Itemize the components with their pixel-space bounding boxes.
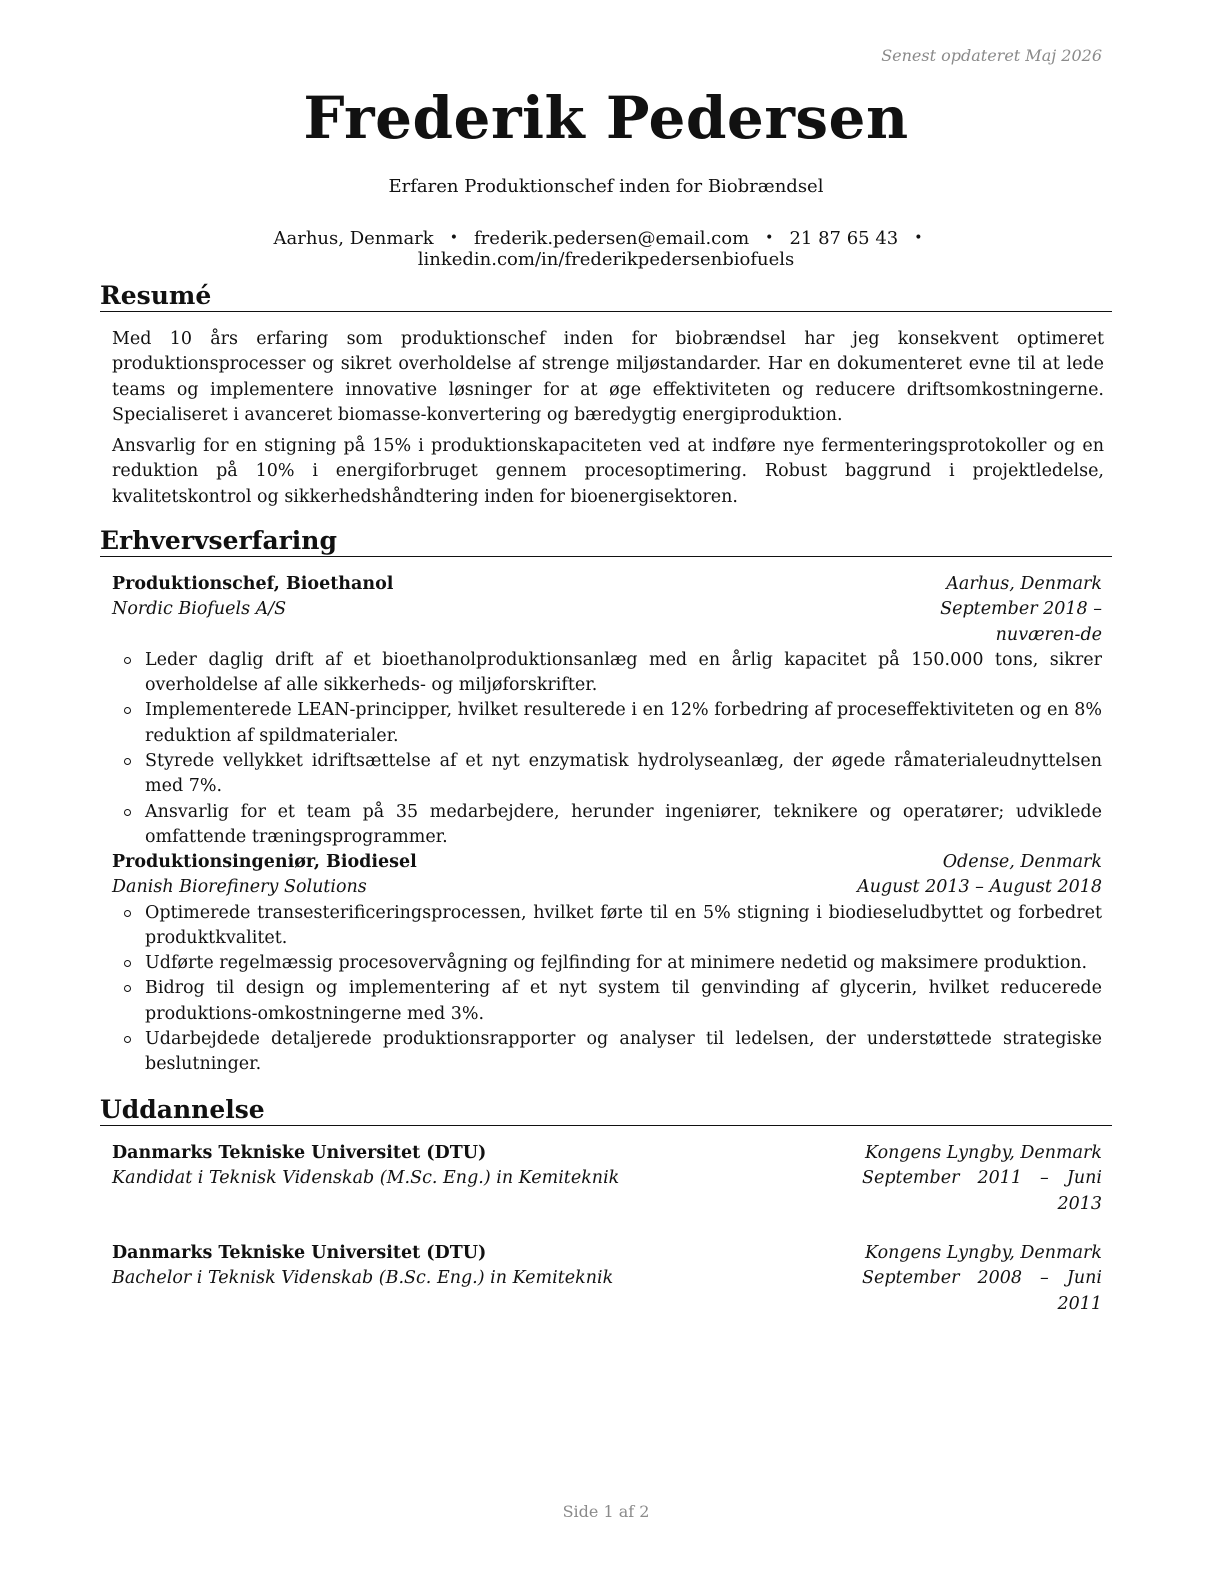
- circle-bullet-icon: [124, 657, 131, 664]
- candidate-name: Frederik Pedersen: [303, 84, 909, 152]
- school-name: Danmarks Tekniske Universitet (DTU): [112, 1243, 487, 1263]
- section-title-experience: Erhvervserfaring: [100, 525, 1112, 557]
- degree-name: Kandidat i Teknisk Videnskab (M.Sc. Eng.) in Kemiteknik: [112, 1168, 620, 1189]
- last-updated: Senest opdateret Maj 2026: [881, 46, 1102, 65]
- job-period: September 2018 – nuværen-de: [940, 599, 1102, 645]
- job-entry: [112, 572, 1102, 850]
- contact-location: Aarhus, Denmark: [273, 228, 434, 249]
- circle-bullet-icon: [124, 707, 131, 714]
- job-period: August 2013 – August 2018: [857, 877, 1102, 898]
- page-number: Side 1 af 2: [562, 1502, 650, 1521]
- list-item: Leder daglig drift af et bioethanolproduktionsanlæg med en årlig kapacitet på 150.000 tons, sikrer overholdelse af alle sikkerheds- og miljøforskrifter.: [112, 648, 1102, 699]
- job-entry: [112, 850, 1102, 1078]
- education-entry: [112, 1241, 1102, 1317]
- job-location: Aarhus, Denmark: [946, 574, 1102, 594]
- circle-bullet-icon: [124, 1036, 131, 1043]
- section-title-education: Uddannelse: [100, 1094, 1112, 1126]
- job-company: Danish Biorefinery Solutions: [112, 877, 367, 898]
- circle-bullet-icon: [124, 985, 131, 992]
- job-role: Produktionsingeniør, Biodiesel: [112, 852, 417, 872]
- list-item: Ansvarlig for et team på 35 medarbejdere, herunder ingeniører, teknikere og operatører; udviklede omfattende træningsprogrammer.: [112, 800, 1102, 851]
- job-bullets: [112, 901, 1102, 1078]
- job-bullets: [112, 648, 1102, 850]
- contact-email[interactable]: frederik.pedersen@email.com: [473, 228, 750, 249]
- school-location: Kongens Lyngby, Denmark: [864, 1143, 1102, 1163]
- bullet-separator: •: [914, 230, 923, 246]
- candidate-title: Erfaren Produktionschef inden for Biobrændsel: [388, 176, 824, 197]
- list-item: Implementerede LEAN-principper, hvilket resulterede i en 12% forbedring af proceseffektiviteten og en 8% reduktion af spildmaterialer.: [112, 698, 1102, 749]
- school-location: Kongens Lyngby, Denmark: [864, 1243, 1102, 1263]
- job-company: Nordic Biofuels A/S: [112, 599, 287, 620]
- education-period: September 2008 – Juni 2011: [862, 1268, 1102, 1314]
- summary-paragraph-2: Ansvarlig for en stigning på 15% i produktionskapaciteten ved at indføre nye fermenteringsprotokoller og en reduktion på 10% i energiforbruget gennem procesoptimering. Robust baggrund i projektledelse, kvalitetskontrol og sikkerhedshåndtering inden for bioenergisektoren.: [112, 436, 1104, 507]
- degree-name: Bachelor i Teknisk Videnskab (B.Sc. Eng.) in Kemiteknik: [112, 1268, 614, 1289]
- contact-line: [100, 228, 1112, 270]
- school-name: Danmarks Tekniske Universitet (DTU): [112, 1143, 487, 1163]
- bullet-separator: •: [449, 230, 458, 246]
- circle-bullet-icon: [124, 960, 131, 967]
- contact-linkedin[interactable]: linkedin.com/in/frederikpedersenbiofuels: [417, 249, 795, 270]
- job-role: Produktionschef, Bioethanol: [112, 574, 394, 594]
- resume-page: [100, 0, 1112, 1584]
- bullet-separator: •: [765, 230, 774, 246]
- list-item: Udarbejdede detaljerede produktionsrapporter og analyser til ledelsen, der understøttede strategiske beslutninger.: [112, 1027, 1102, 1078]
- circle-bullet-icon: [124, 910, 131, 917]
- job-location: Odense, Denmark: [942, 852, 1102, 872]
- education-entry: [112, 1141, 1102, 1217]
- section-title-summary: Resumé: [100, 280, 1112, 312]
- list-item: Styrede vellykket idriftsættelse af et nyt enzymatisk hydrolyseanlæg, der øgede råmaterialeudnyttelsen med 7%.: [112, 749, 1102, 800]
- summary-paragraph-1: Med 10 års erfaring som produktionschef inden for biobrændsel har jeg konsekvent optimeret produktionsprocesser og sikret overholdelse af strenge miljøstandarder. Har en dokumenteret evne til at lede teams og implementere innovative løsninger for at øge effektiviteten og reducere driftsomkostningerne. Specialiseret i avanceret biomasse-konvertering og bæredygtig energiproduktion.: [112, 329, 1104, 425]
- list-item: Optimerede transesterificeringsprocessen, hvilket førte til en 5% stigning i biodieseludbyttet og forbedret produktkvalitet.: [112, 901, 1102, 952]
- list-item: Bidrog til design og implementering af et nyt system til genvinding af glycerin, hvilket reducerede produktions-omkostningerne med 3%.: [112, 976, 1102, 1027]
- education-period: September 2011 – Juni 2013: [862, 1168, 1102, 1214]
- list-item: Udførte regelmæssig procesovervågning og fejlfinding for at minimere nedetid og maksimere produktion.: [112, 951, 1102, 976]
- circle-bullet-icon: [124, 809, 131, 816]
- contact-phone: 21 87 65 43: [789, 228, 899, 249]
- circle-bullet-icon: [124, 758, 131, 765]
